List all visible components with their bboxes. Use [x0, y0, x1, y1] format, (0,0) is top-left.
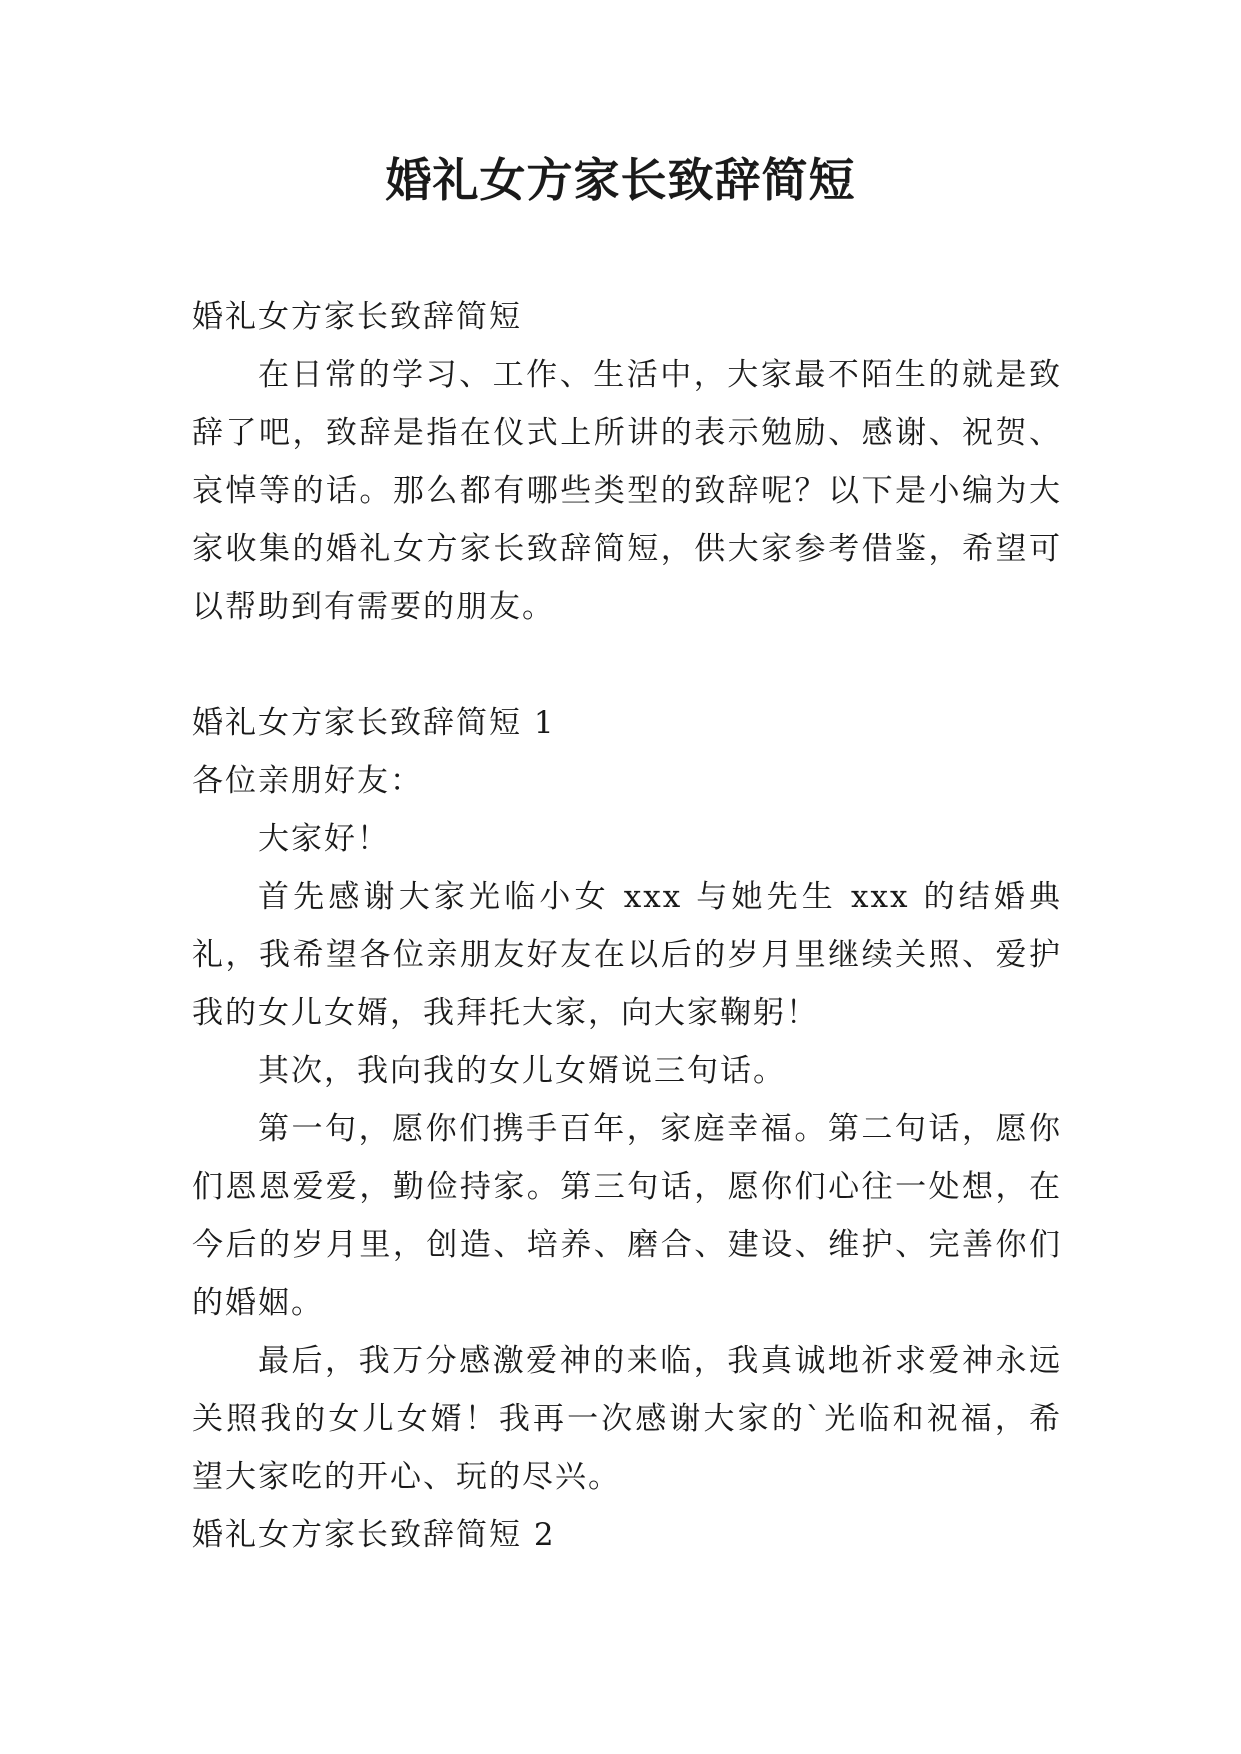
intro-paragraph: 在日常的学习、工作、生活中，大家最不陌生的就是致辞了吧，致辞是指在仪式上所讲的表示勉励、感谢、祝贺、哀悼等的话。那么都有哪些类型的致辞呢？以下是小编为大家收集的婚礼女方家长致辞简短，供大家参考借鉴，希望可以帮助到有需要的朋友。 [192, 357, 1062, 625]
speech-paragraph: 首先感谢大家光临小女 xxx 与她先生 xxx 的结婚典礼，我希望各位亲朋友好友在以后的岁月里继续关照、爱护我的女儿女婿，我拜托大家，向大家鞠躬！ [192, 879, 1062, 1031]
speech-paragraph: 其次，我向我的女儿女婿说三句话。 [258, 1053, 786, 1089]
speech-paragraph: 第一句，愿你们携手百年，家庭幸福。第二句话，愿你们恩恩爱爱，勤俭持家。第三句话，愿你们心往一处想，在今后的岁月里，创造、培养、磨合、建设、维护、完善你们的婚姻。 [192, 1111, 1062, 1321]
document-title: 婚礼女方家长致辞简短 [385, 153, 856, 207]
greeting: 大家好！ [258, 821, 390, 857]
section-heading-2: 婚礼女方家长致辞简短 2 [192, 1517, 556, 1553]
document-body [192, 288, 1062, 1564]
salutation: 各位亲朋好友： [192, 763, 423, 799]
speech-paragraph: 最后，我万分感激爱神的来临，我真诚地祈求爱神永远关照我的女儿女婿！我再一次感谢大家的`光临和祝福，希望大家吃的开心、玩的尽兴。 [192, 1343, 1062, 1495]
subtitle-heading: 婚礼女方家长致辞简短 [192, 299, 522, 335]
section-heading-1: 婚礼女方家长致辞简短 1 [192, 705, 556, 741]
